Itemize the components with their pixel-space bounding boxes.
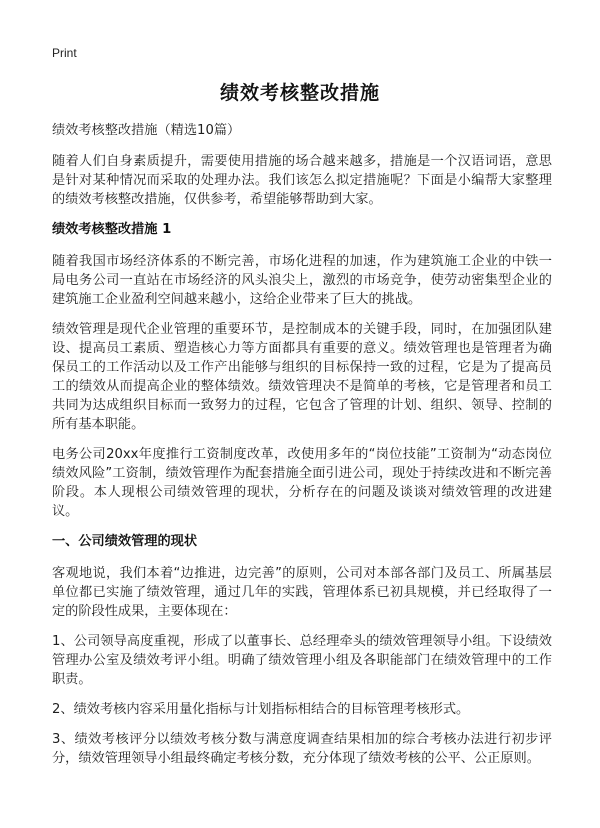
body-paragraph: 电务公司20xx年度推行工资制度改革，改使用多年的“岗位技能”工资制为“动态岗位绩效风险”工资制，绩效管理作为配套措施全面引进公司，现处于持续改进和不断完善阶段。本人现根公司绩效管理的现状，分析存在的问题及谈谈对绩效管理的改进建议。: [52, 447, 552, 519]
body-paragraph: 随着我国市场经济体系的不断完善，市场化进程的加速，作为建筑施工企业的中铁一局电务公司一直站在市场经济的风头浪尖上，激烈的市场竞争，使劳动密集型企业的建筑施工企业盈利空间越来越小，这给企业带来了巨大的挑战。: [52, 254, 552, 307]
page-title: 绩效考核整改措施: [219, 82, 380, 104]
article-subtitle: 绩效考核整改措施（精选10篇）: [52, 123, 241, 138]
section-heading: 一、公司绩效管理的现状: [52, 534, 198, 549]
section-heading: 绩效考核整改措施 1: [52, 222, 172, 237]
body-paragraph: 绩效管理是现代企业管理的重要环节，是控制成本的关键手段，同时，在加强团队建设、提高员工素质、塑造核心力等方面都具有重要的意义。绩效管理也是管理者为确保员工的工作活动以及工作产出能够与组织的目标保持一致的过程，它是为了提高员工的绩效从而提高企业的整体绩效。绩效管理决不是简单的考核，它是管理者和员工共同为达成组织目标而一致努力的过程，它包含了管理的计划、组织、领导、控制的所有基本职能。: [52, 322, 552, 432]
list-item: 1、公司领导高度重视，形成了以董事长、总经理牵头的绩效管理领导小组。下设绩效管理办公室及绩效考评小组。明确了绩效管理小组及各职能部门在绩效管理中的工作职责。: [52, 634, 552, 687]
print-link[interactable]: Print: [52, 46, 77, 60]
intro-paragraph: 随着人们自身素质提升，需要使用措施的场合越来越多，措施是一个汉语词语，意思是针对某种情况而采取的处理办法。我们该怎么拟定措施呢？下面是小编帮大家整理的绩效考核整改措施，仅供参考，希望能够帮助到大家。: [52, 154, 552, 207]
list-item: 2、绩效考核内容采用量化指标与计划指标相结合的目标管理考核形式。: [52, 702, 470, 717]
list-item: 3、绩效考核评分以绩效考核分数与满意度调查结果相加的综合考核办法进行初步评分，绩效管理领导小组最终确定考核分数，充分体现了绩效考核的公平、公正原则。: [52, 732, 552, 766]
article-body: [52, 121, 552, 779]
body-paragraph: 客观地说，我们本着“边推进，边完善”的原则，公司对本部各部门及员工、所属基层单位都已实施了绩效管理，通过几年的实践，管理体系已初具规模，并已经取得了一定的阶段性成果，主要体现在：: [52, 566, 552, 619]
